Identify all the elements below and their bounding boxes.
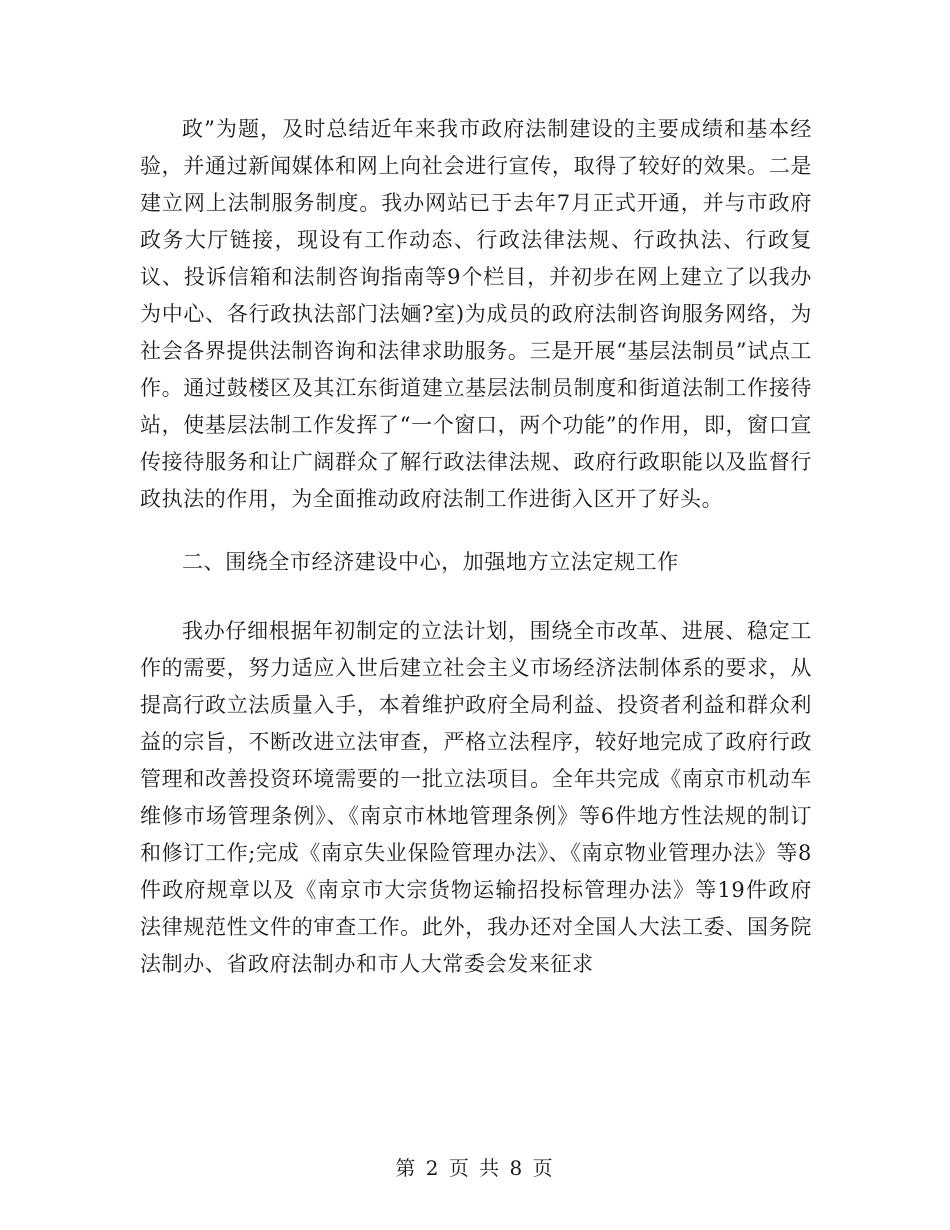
section-heading: 二、围绕全市经济建设中心，加强地方立法定规工作 — [182, 550, 679, 574]
paragraph-legislation: 我办仔细根据年初制定的立法计划，围绕全市改革、进展、稳定工作的需要，努力适应入世后建立社会主义市场经济法制体系的要求，从提高行政立法质量入手，本着维护政府全局利益、投资者利益和群众利益的宗旨，不断改进立法审查，严格立法程序，较好地完成了政府行政管理和改善投资环境需要的一批立法项目。全年共完成《南京市机动车维修市场管理条例》、《南京市林地管理条例》等6件地方性法规的制订和修订工作;完成《南京失业保险管理办法》、《南京物业管理办法》等8件政府规章以及《南京市大宗货物运输招投标管理办法》等19件政府法律规范性文件的审查工作。此外，我办还对全国人大法工委、国务院法制办、省政府法制办和市人大常委会发来征求 — [140, 619, 812, 976]
paragraph-continued: 政”为题，及时总结近年来我市政府法制建设的主要成绩和基本经验，并通过新闻媒体和网上向社会进行宣传，取得了较好的效果。二是建立网上法制服务制度。我办网站已于去年7月正式开通，并与市政府政务大厅链接，现设有工作动态、行政法律法规、行政执法、行政复议、投诉信箱和法制咨询指南等9个栏目，并初步在网上建立了以我办为中心、各行政执法部门法婳?室)为成员的政府法制咨询服务网络，为社会各界提供法制咨询和法律求助服务。三是开展“基层法制员”试点工作。通过鼓楼区及其江东街道建立基层法制员制度和街道法制工作接待站，使基层法制工作发挥了“一个窗口，两个功能”的作用，即，窗口宣传接待服务和让广阔群众了解行政法律法规、政府行政职能以及监督行政执法的作用，为全面推动政府法制工作进街入区开了好头。 — [140, 117, 812, 511]
document-body — [140, 111, 812, 983]
page-number-footer: 第 2 页 共 8 页 — [395, 1156, 555, 1180]
